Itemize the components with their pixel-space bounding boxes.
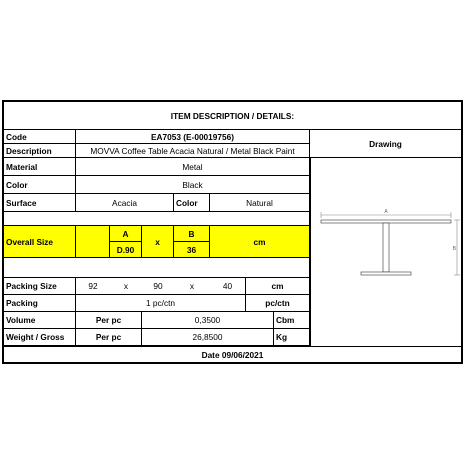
dim-a-text: A <box>384 209 388 215</box>
date-footer: Date 09/06/2021 <box>4 346 461 362</box>
dim-b-text: B <box>452 246 456 252</box>
spacer-row-2 <box>4 258 310 278</box>
overall-size-label: Overall Size <box>4 226 76 258</box>
volume-value: 0,3500 <box>142 312 274 329</box>
sheet-title: ITEM DESCRIPTION / DETAILS: <box>4 102 461 130</box>
material-value: Metal <box>76 158 310 176</box>
table-top <box>321 220 451 223</box>
volume-per: Per pc <box>76 312 142 329</box>
packing-size-unit: cm <box>246 278 310 295</box>
packing-size-times-2: x <box>174 278 210 295</box>
drawing-header: Drawing <box>310 130 461 158</box>
packing-label: Packing <box>4 295 76 312</box>
surface-color-value: Natural <box>210 194 310 212</box>
surface-label: Surface <box>4 194 76 212</box>
overall-size-pad <box>76 226 110 258</box>
drawing-area <box>310 158 462 347</box>
packing-size-length: 92 <box>76 278 110 295</box>
packing-size-times-1: x <box>110 278 142 295</box>
weight-label: Weight / Gross <box>4 329 76 346</box>
packing-value: 1 pc/ctn <box>76 295 246 312</box>
table-pedestal <box>383 223 389 272</box>
packing-size-label: Packing Size <box>4 278 76 295</box>
dimension-a-value: D.90 <box>110 242 142 258</box>
code-label: Code <box>4 130 76 144</box>
dimension-b-value: 36 <box>174 242 210 258</box>
weight-per: Per pc <box>76 329 142 346</box>
overall-size-unit: cm <box>210 226 310 258</box>
color-label: Color <box>4 176 76 194</box>
packing-size-width: 90 <box>142 278 174 295</box>
volume-unit: Cbm <box>274 312 310 329</box>
dimension-a-label: A <box>110 226 142 242</box>
packing-unit: pc/ctn <box>246 295 310 312</box>
table-base <box>361 272 411 275</box>
item-details-sheet <box>2 100 463 364</box>
table-drawing <box>311 158 461 346</box>
description-label: Description <box>4 144 76 158</box>
dimension-b-label: B <box>174 226 210 242</box>
spacer-row <box>4 212 310 226</box>
packing-size-height: 40 <box>210 278 246 295</box>
surface-color-label: Color <box>174 194 210 212</box>
description-value: MOVVA Coffee Table Acacia Natural / Metal Black Paint <box>76 144 310 158</box>
material-label: Material <box>4 158 76 176</box>
code-value: EA7053 (E-00019756) <box>76 130 310 144</box>
weight-unit: Kg <box>274 329 310 346</box>
weight-value: 26,8500 <box>142 329 274 346</box>
volume-label: Volume <box>4 312 76 329</box>
color-value: Black <box>76 176 310 194</box>
surface-value: Acacia <box>76 194 174 212</box>
dimension-times: x <box>142 226 174 258</box>
